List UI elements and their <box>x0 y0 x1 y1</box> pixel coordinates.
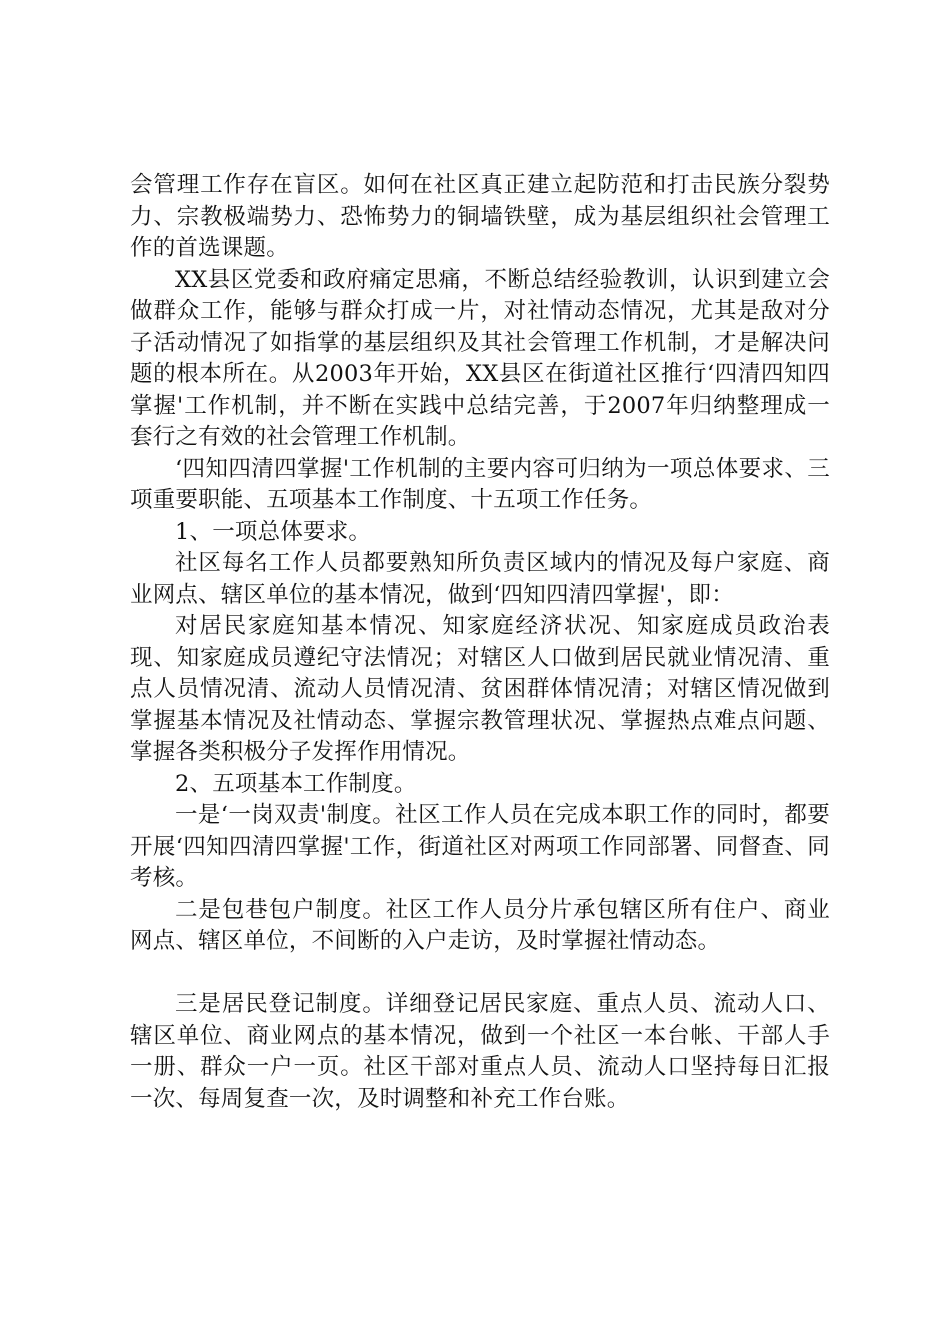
paragraph-system-2: 二是包巷包户制度。社区工作人员分片承包辖区所有住户、商业网点、辖区单位，不间断的入户走访，及时掌握社情动态。 <box>130 896 830 954</box>
paragraph-system-1: 一是‘一岗双责'制度。社区工作人员在完成本职工作的同时，都要开展‘四知四清四掌握'工作，街道社区对两项工作同部署、同督查、同考核。 <box>130 802 830 891</box>
section-heading-1: 1、一项总体要求。 <box>175 518 372 545</box>
paragraph-main-content: ‘四知四清四掌握'工作机制的主要内容可归纳为一项总体要求、三项重要职能、五项基本工作制度、十五项工作任务。 <box>130 455 830 513</box>
paragraph-requirement-detail: 对居民家庭知基本情况、知家庭经济状况、知家庭成员政治表现、知家庭成员遵纪守法情况；对辖区人口做到居民就业情况清、重点人员情况清、流动人员情况清、贫困群体情况清；对辖区情况做到掌握基本情况及社情动态、掌握宗教管理状况、掌握热点难点问题、掌握各类积极分子发挥作用情况。 <box>130 613 830 765</box>
paragraph-continuation: 会管理工作存在盲区。如何在社区真正建立起防范和打击民族分裂势力、宗教极端势力、恐怖势力的铜墙铁壁，成为基层组织社会管理工作的首选课题。 <box>130 172 830 261</box>
section-heading-2: 2、五项基本工作制度。 <box>175 770 417 797</box>
document-body <box>130 170 830 1115</box>
paragraph-system-3: 三是居民登记制度。详细登记居民家庭、重点人员、流动人口、辖区单位、商业网点的基本情况，做到一个社区一本台帐、干部人手一册、群众一户一页。社区干部对重点人员、流动人口坚持每日汇报一次、每周复查一次，及时调整和补充工作台账。 <box>130 991 830 1112</box>
blank-line <box>130 958 830 990</box>
paragraph-requirement: 社区每名工作人员都要熟知所负责区域内的情况及每户家庭、商业网点、辖区单位的基本情况，做到‘四知四清四掌握'，即： <box>130 550 830 608</box>
paragraph-background: XX县区党委和政府痛定思痛，不断总结经验教训，认识到建立会做群众工作，能够与群众打成一片，对社情动态情况，尤其是敌对分子活动情况了如指掌的基层组织及其社会管理工作机制，才是解决问题的根本所在。从2003年开始，XX县区在街道社区推行‘四清四知四掌握'工作机制，并不断在实践中总结完善，于2007年归纳整理成一套行之有效的社会管理工作机制。 <box>130 266 830 450</box>
